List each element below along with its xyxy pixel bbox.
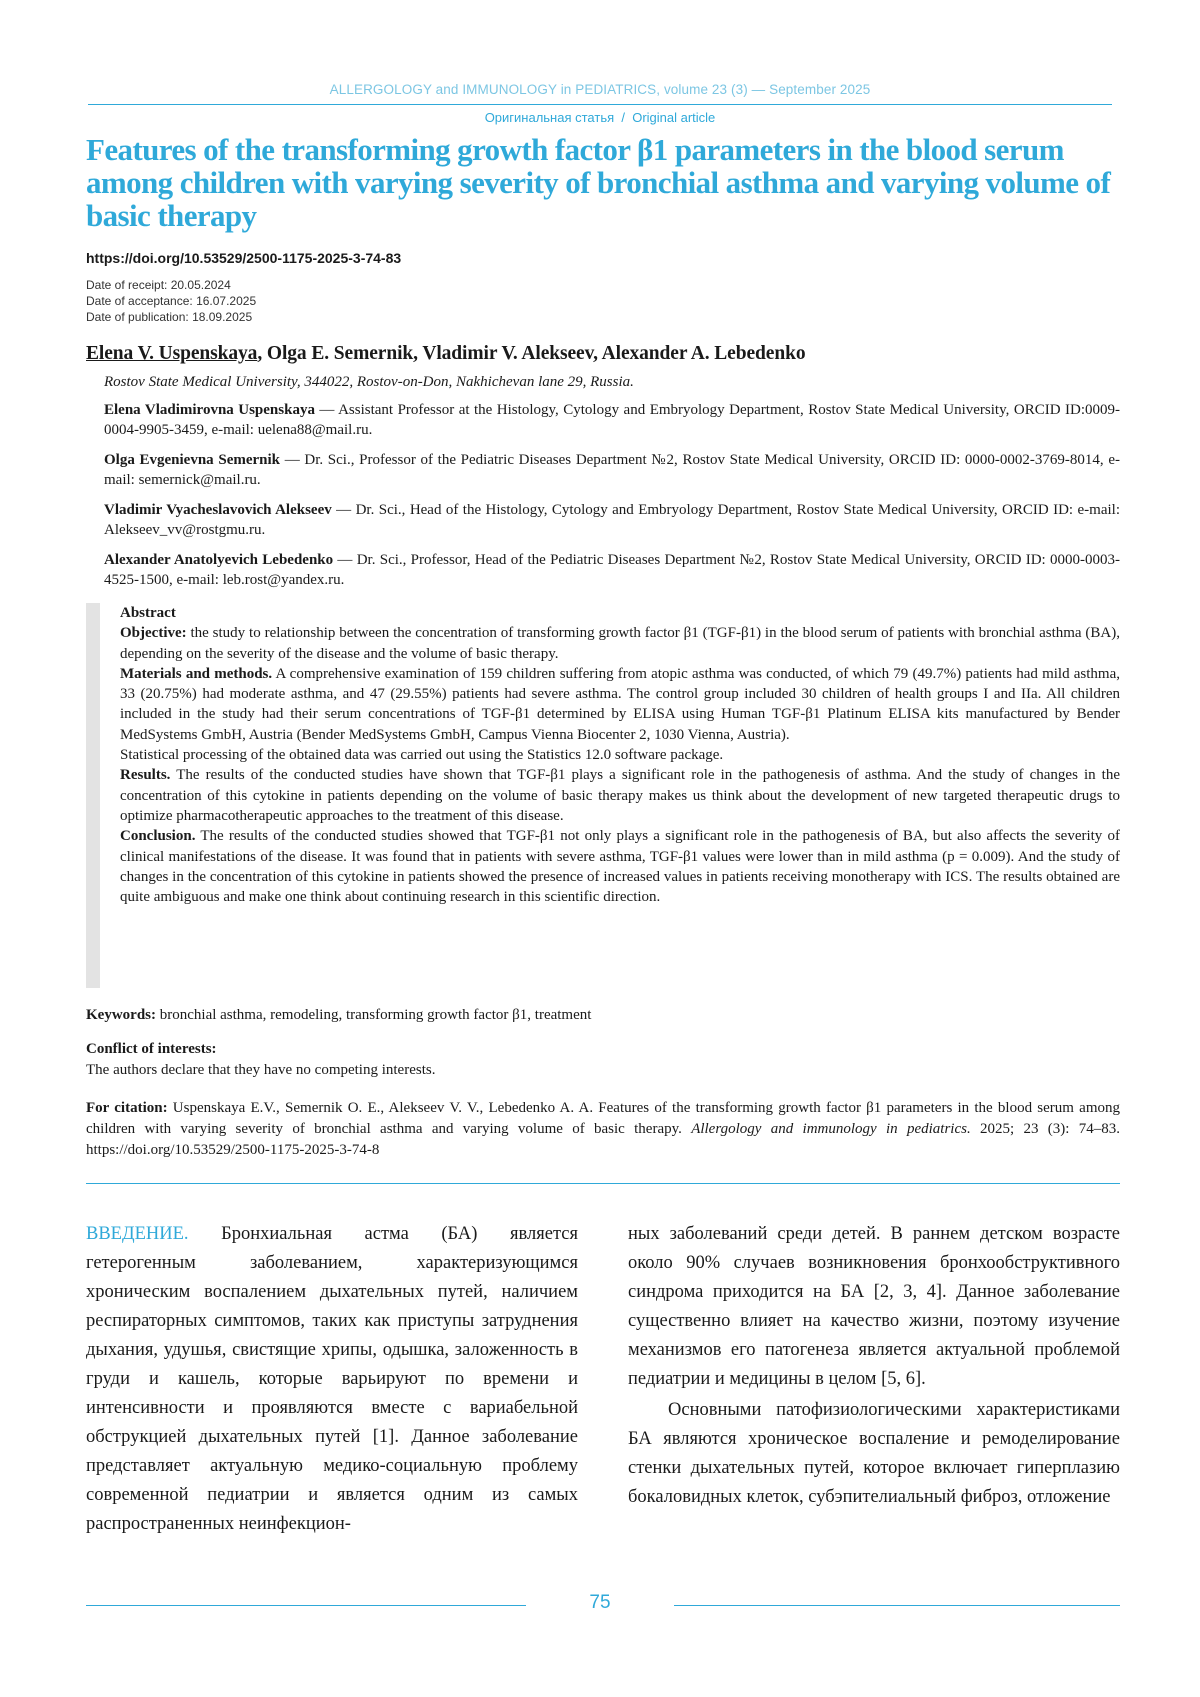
- author-bio-text: — Dr. Sci., Professor of the Pediatric Diseases Department №2, Rostov State Medical University, ORCID ID: 0000-0002-3769-8014, e-mail: semernick@mail.ru.: [104, 452, 1120, 488]
- author-bio-name: Elena Vladimirovna Uspenskaya: [104, 402, 315, 418]
- author-bio: [104, 400, 1120, 440]
- conflict-text: The authors declare that they have no competing interests.: [86, 1062, 436, 1078]
- intro-text: Бронхиальная астма (БА) является гетерогенным заболеванием, характеризующимся хроническим воспалением дыхательных путей, наличием респираторных симптомов, таких как приступы затруднения дыхания, удушья, свистящие хрипы, одышка, заложенность в груди и кашель, которые варьируют по времени и интенсивности и проявляются вместе с вариабельной обструкцией дыхательных путей [1]. Данное заболевание представляет актуальную медико-социальную проблему современной педиатрии и является одним из самых распространенных неинфекцион-: [86, 1224, 578, 1534]
- doi-link[interactable]: https://doi.org/10.53529/2500-1175-2025-3-74-83: [86, 250, 402, 266]
- abstract-statistics: Statistical processing of the obtained data was carried out using the Statistics 12.0 software package.: [120, 747, 724, 764]
- date-acceptance: Date of acceptance: 16.07.2025: [86, 294, 257, 308]
- author-list: [86, 343, 805, 365]
- citation: [86, 1098, 1120, 1161]
- abstract-body: [120, 603, 1120, 907]
- author-bio-text: — Assistant Professor at the Histology, Cytology and Embryology Department, Rostov State Medical University, ORCID ID:0009-0004-9905-3459, e-mail: uelena88@mail.ru.: [104, 402, 1120, 438]
- intro-paragraph: [86, 1220, 578, 1539]
- footer-rule-left: [86, 1605, 526, 1606]
- date-receipt: Date of receipt: 20.05.2024: [86, 278, 231, 292]
- other-authors: , Olga E. Semernik, Vladimir V. Alekseev, Alexander A. Lebedenko: [257, 343, 806, 364]
- citation-text: Uspenskaya E.V., Semernik O. E., Alekseev V. V., Lebedenko A. A. Features of the transforming growth factor β1 parameters in the blood serum among children with varying severity of bronchial asthma and varying volume of basic therapy.: [86, 1100, 1120, 1137]
- header-rule: [88, 104, 1112, 105]
- author-bio: [104, 500, 1120, 540]
- author-bio: [104, 450, 1120, 490]
- author-bio-name: Vladimir Vyacheslavovich Alekseev: [104, 502, 332, 518]
- citation-journal: Allergology and immunology in pediatrics.: [691, 1121, 971, 1137]
- body-paragraph: Основными патофизиологическими характеристиками БА являются хроническое воспаление и ремоделирование стенки дыхательных путей, которое включает гиперплазию бокаловидных клеток, субэпителиальный фиброз, отложение: [628, 1400, 1120, 1507]
- footer-rule-right: [674, 1605, 1120, 1606]
- abstract-conclusion: Conclusion. The results of the conducted studies showed that TGF-β1 not only plays a significant role in the pathogenesis of BA, but also affects the severity of clinical manifestations of the disease. It was found that in patients with severe asthma, TGF-β1 values were lower than in mild asthma (p = 0.009). And the study of changes in the concentration of this cytokine in patients showed the presence of increased values in patients receiving monotherapy with ICS. The results obtained are quite ambiguous and make one think about continuing research in this scientific direction.: [120, 828, 1120, 906]
- author-bio-text: — Dr. Sci., Head of the Histology, Cytology and Embryology Department, Rostov State Medical University, ORCID ID: e-mail: Alekseev_vv@rostgmu.ru.: [104, 502, 1120, 538]
- body-column-right: [628, 1220, 1120, 1512]
- author-bio-name: Alexander Anatolyevich Lebedenko: [104, 552, 334, 568]
- author-bio-name: Olga Evgenievna Semernik: [104, 452, 281, 468]
- corresponding-author: Elena V. Uspenskaya: [86, 343, 258, 364]
- page-number: 75: [589, 1592, 611, 1613]
- article-type-label: Оригинальная статья / Original article: [484, 110, 716, 125]
- abstract-side-bar: [86, 603, 100, 988]
- author-bio: [104, 550, 1120, 590]
- affiliation: Rostov State Medical University, 344022, Rostov-on-Don, Nakhichevan lane 29, Russia.: [104, 374, 634, 390]
- author-bio-text: — Dr. Sci., Professor, Head of the Pediatric Diseases Department №2, Rostov State Medical University, ORCID ID: 0000-0003-4525-1500, e-mail: leb.rost@yandex.ru.: [104, 552, 1120, 588]
- keywords: [86, 1005, 1120, 1025]
- keywords-text: bronchial asthma, remodeling, transforming growth factor β1, treatment: [156, 1007, 592, 1023]
- abstract-heading: Abstract: [120, 605, 176, 621]
- abstract-methods: Materials and methods. A comprehensive examination of 159 children suffering from atopic asthma was conducted, of which 79 (49.7%) patients had mild asthma, 33 (20.75%) had moderate asthma, and 47 (29.55%) patients had severe asthma. The control group included 30 children of health groups I and IIa. All children included in the study had their serum concentrations of TGF-β1 determined by ELISA using Human TGF-β1 Platinum ELISA kits manufactured by Bender MedSystems GmbH, Austria (Bender MedSystems GmbH, Campus Vienna Biocenter 2, 1030 Vienna, Austria).: [120, 665, 1120, 743]
- citation-label: For citation:: [86, 1100, 168, 1116]
- abstract-section: [86, 603, 1120, 988]
- intro-heading: ВВЕДЕНИЕ.: [86, 1224, 189, 1244]
- keywords-label: Keywords:: [86, 1007, 156, 1023]
- abstract-results: Results. The results of the conducted studies have shown that TGF-β1 plays a significant role in the pathogenesis of asthma. And the study of changes in the concentration of this cytokine in patients depending on the volume of basic therapy makes us think about the development of new targeted therapeutic drugs to optimize pharmacotherapeutic approaches to the treatment of this disease.: [120, 767, 1120, 824]
- citation-tail: 2025; 23 (3): 74–83. https://doi.org/10.53529/2500-1175-2025-3-74-8: [86, 1121, 1120, 1158]
- abstract-objective: Objective: the study to relationship between the concentration of transforming growth factor β1 (TGF-β1) in the blood serum of patients with bronchial asthma (BA), depending on the severity of the disease and the volume of basic therapy.: [120, 625, 1120, 662]
- conflict-heading: Conflict of interests:: [86, 1041, 217, 1057]
- article-title: Features of the transforming growth factor β1 parameters in the blood serum among children with varying severity of bronchial asthma and varying volume of basic therapy: [86, 132, 1111, 233]
- date-publication: Date of publication: 18.09.2025: [86, 310, 253, 324]
- publication-dates: [86, 277, 256, 325]
- body-column-left: [86, 1220, 578, 1539]
- author-bios: [104, 400, 1120, 600]
- journal-header: ALLERGOLOGY and IMMUNOLOGY in PEDIATRICS, volume 23 (3) — September 2025: [329, 82, 871, 97]
- body-paragraph: ных заболеваний среди детей. В раннем детском возрасте около 90% случаев возникновения бронхообструктивного синдрома приходится на БА [2, 3, 4]. Данное заболевание существенно влияет на качество жизни, поэтому изучение механизмов его патогенеза является актуальной проблемой педиатрии и медицины в целом [5, 6].: [628, 1224, 1120, 1389]
- section-divider: [86, 1183, 1120, 1184]
